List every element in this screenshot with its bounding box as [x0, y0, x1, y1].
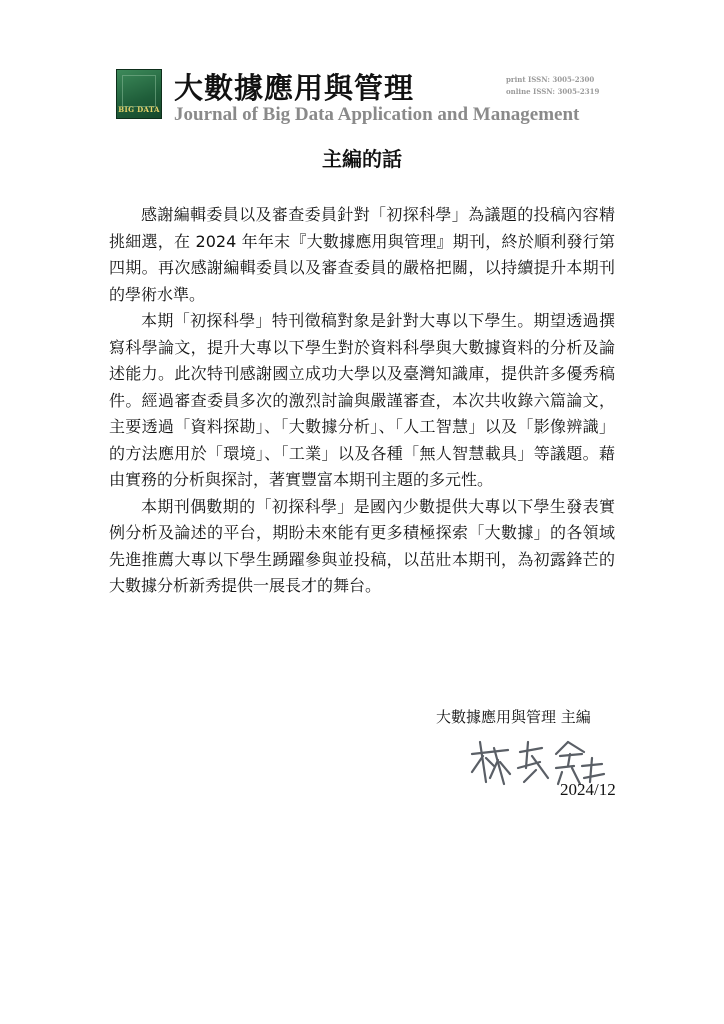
page-heading: 主編的話	[322, 147, 402, 171]
journal-header	[116, 66, 606, 126]
journal-title-zh: 大數據應用與管理	[174, 71, 415, 105]
signoff-organization: 大數據應用與管理 主編	[436, 708, 591, 726]
issn-block	[506, 74, 599, 98]
paragraph-3: 本期刊偶數期的「初探科學」是國內少數提供大專以下學生發表實例分析及論述的平台，期盼未來能有更多積極探索「大數據」的各領域先進推薦大專以下學生踴躍參與並投稿，以茁壯本期刊，為初露鋒芒的大數據分析新秀提供一展長才的舞台。	[109, 496, 615, 595]
journal-logo	[116, 69, 162, 119]
logo-text: BIG DATA	[118, 105, 160, 114]
online-issn: online ISSN: 3005-2319	[506, 87, 600, 96]
logo-frame	[122, 75, 156, 107]
signoff-date: 2024/12	[560, 780, 616, 799]
editorial-body	[109, 202, 615, 600]
paragraph-1: 感謝編輯委員以及審查委員針對「初探科學」為議題的投稿內容精挑細選，在 2024 年年末『大數據應用與管理』期刊，終於順利發行第四期。再次感謝編輯委員以及審查委員的嚴格把關，以持續提升本期刊的學術水準。	[109, 205, 615, 304]
paragraph-2: 本期「初探科學」特刊徵稿對象是針對大專以下學生。期望透過撰寫科學論文，提升大專以下學生對於資料科學與大數據資料的分析及論述能力。此次特刊感謝國立成功大學以及臺灣知識庫，提供許多優秀稿件。經過審查委員多次的激烈討論與嚴謹審查，本次共收錄六篇論文，主要透過「資料探勘」、「大數據分析」、「人工智慧」以及「影像辨識」的方法應用於「環境」、「工業」以及各種「無人智慧載具」等議題。藉由實務的分析與探討，著實豐富本期刊主題的多元性。	[109, 311, 615, 489]
print-issn: print ISSN: 3005-2300	[506, 75, 595, 84]
journal-title-en: Journal of Big Data Application and Management	[174, 104, 580, 125]
